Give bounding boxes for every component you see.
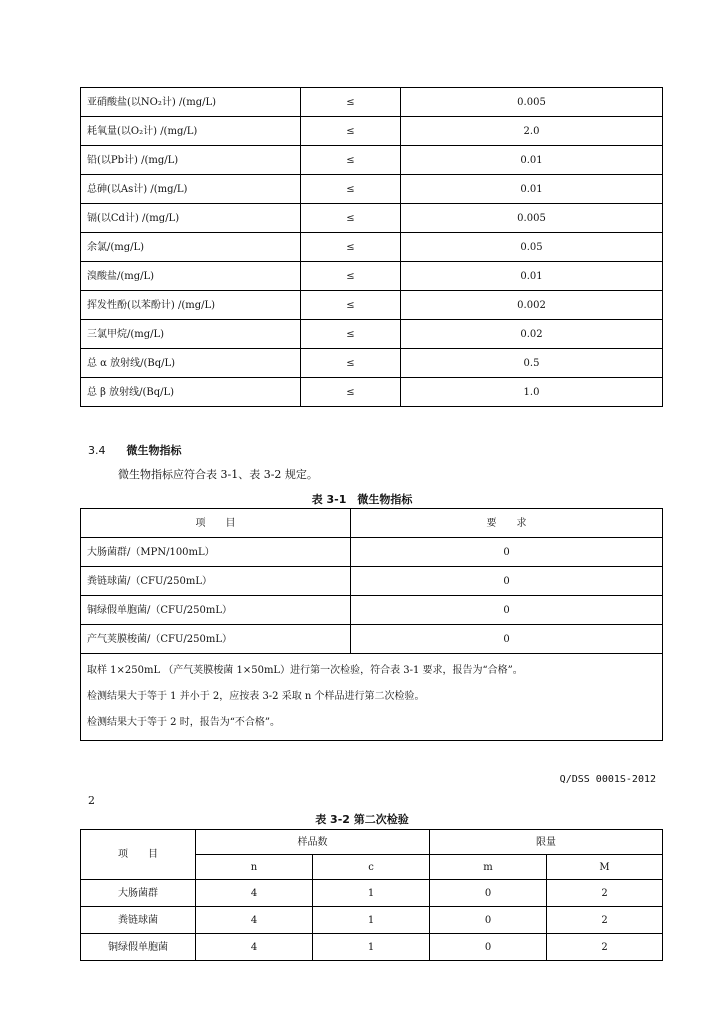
requirement-cell: 0: [351, 567, 663, 596]
item-cell: 大肠菌群/（MPN/100mL）: [81, 538, 351, 567]
table-row: [81, 880, 663, 907]
second-test-table-body: [81, 830, 663, 961]
value-cell: 0.01: [401, 262, 663, 291]
limits-table-body: [81, 88, 663, 407]
header-m: m: [430, 855, 547, 880]
item-cell: 亚硝酸盐(以NO₂计) /(mg/L): [81, 88, 301, 117]
table-row: [81, 907, 663, 934]
operator-cell: ≤: [301, 204, 401, 233]
M-cell: 2: [547, 880, 663, 907]
value-cell: 0.02: [401, 320, 663, 349]
table-row: [81, 88, 663, 117]
table-row: [81, 934, 663, 961]
value-cell: 0.005: [401, 204, 663, 233]
item-cell: 镉(以Cd计) /(mg/L): [81, 204, 301, 233]
operator-cell: ≤: [301, 175, 401, 204]
microbial-table-body: [81, 509, 663, 741]
item-cell: 总砷(以As计) /(mg/L): [81, 175, 301, 204]
table-row: [81, 146, 663, 175]
operator-cell: ≤: [301, 146, 401, 175]
operator-cell: ≤: [301, 378, 401, 407]
header-item: 项 目: [81, 830, 196, 880]
note-line: 检测结果大于等于 2 时，报告为“不合格”。: [87, 717, 280, 728]
table32-caption: 表 3-2 第二次检验: [315, 813, 409, 826]
note-line: 取样 1×250mL （产气荚膜梭菌 1×50mL）进行第一次检验，符合表 3-1 要求，报告为“合格”。: [87, 665, 523, 676]
value-cell: 0.01: [401, 175, 663, 204]
table-row: [81, 567, 663, 596]
m-cell: 0: [430, 907, 547, 934]
value-cell: 0.002: [401, 291, 663, 320]
section-number: 3.4: [88, 444, 106, 457]
item-cell: 铜绿假单胞菌: [81, 934, 196, 961]
header-n: n: [196, 855, 313, 880]
requirement-cell: 0: [351, 596, 663, 625]
c-cell: 1: [313, 934, 430, 961]
value-cell: 0.005: [401, 88, 663, 117]
header-samples: 样品数: [196, 830, 430, 855]
operator-cell: ≤: [301, 262, 401, 291]
value-cell: 0.5: [401, 349, 663, 378]
header-requirement: 要 求: [351, 509, 663, 538]
c-cell: 1: [313, 880, 430, 907]
requirement-cell: 0: [351, 625, 663, 654]
item-cell: 余氯/(mg/L): [81, 233, 301, 262]
operator-cell: ≤: [301, 349, 401, 378]
table-row: [81, 320, 663, 349]
table-row: [81, 349, 663, 378]
header-M: M: [547, 855, 663, 880]
item-cell: 铜绿假单胞菌/（CFU/250mL）: [81, 596, 351, 625]
c-cell: 1: [313, 907, 430, 934]
section-paragraph: 微生物指标应符合表 3-1、表 3-2 规定。: [118, 468, 318, 481]
n-cell: 4: [196, 934, 313, 961]
m-cell: 0: [430, 880, 547, 907]
table-row: [81, 262, 663, 291]
table-row: [81, 233, 663, 262]
item-cell: 耗氧量(以O₂计) /(mg/L): [81, 117, 301, 146]
value-cell: 0.05: [401, 233, 663, 262]
section-title: 微生物指标: [126, 444, 182, 457]
item-cell: 产气荚膜梭菌/（CFU/250mL）: [81, 625, 351, 654]
item-cell: 铅(以Pb计) /(mg/L): [81, 146, 301, 175]
table-row: [81, 378, 663, 407]
n-cell: 4: [196, 907, 313, 934]
table31-caption: 表 3-1 微生物指标: [311, 493, 413, 506]
table-row: [81, 596, 663, 625]
n-cell: 4: [196, 880, 313, 907]
M-cell: 2: [547, 934, 663, 961]
table-header-row: [81, 830, 663, 855]
item-cell: 粪链球菌: [81, 907, 196, 934]
document-id: Q/DSS 0001S-2012: [559, 774, 656, 785]
requirement-cell: 0: [351, 538, 663, 567]
limits-table: [80, 87, 663, 407]
table-row: [81, 204, 663, 233]
table-row: [81, 291, 663, 320]
header-item: 项 目: [81, 509, 351, 538]
table-header-row: [81, 509, 663, 538]
value-cell: 2.0: [401, 117, 663, 146]
item-cell: 总 β 放射线/(Bq/L): [81, 378, 301, 407]
microbial-table: [80, 508, 663, 741]
table-row: [81, 117, 663, 146]
table-row: [81, 625, 663, 654]
notes-cell: [81, 654, 663, 741]
m-cell: 0: [430, 934, 547, 961]
note-line: 检测结果大于等于 1 并小于 2，应按表 3-2 采取 n 个样品进行第二次检验。: [87, 691, 425, 702]
header-c: c: [313, 855, 430, 880]
item-cell: 总 α 放射线/(Bq/L): [81, 349, 301, 378]
second-test-table: [80, 829, 663, 961]
page-number: 2: [88, 794, 95, 807]
operator-cell: ≤: [301, 291, 401, 320]
value-cell: 0.01: [401, 146, 663, 175]
operator-cell: ≤: [301, 233, 401, 262]
item-cell: 大肠菌群: [81, 880, 196, 907]
item-cell: 溴酸盐/(mg/L): [81, 262, 301, 291]
table-row: [81, 538, 663, 567]
item-cell: 挥发性酚(以苯酚计) /(mg/L): [81, 291, 301, 320]
item-cell: 粪链球菌/（CFU/250mL）: [81, 567, 351, 596]
operator-cell: ≤: [301, 88, 401, 117]
M-cell: 2: [547, 907, 663, 934]
notes-row: [81, 654, 663, 741]
value-cell: 1.0: [401, 378, 663, 407]
section-heading: [88, 442, 182, 458]
operator-cell: ≤: [301, 117, 401, 146]
header-limits: 限量: [430, 830, 663, 855]
operator-cell: ≤: [301, 320, 401, 349]
table-row: [81, 175, 663, 204]
item-cell: 三氯甲烷/(mg/L): [81, 320, 301, 349]
